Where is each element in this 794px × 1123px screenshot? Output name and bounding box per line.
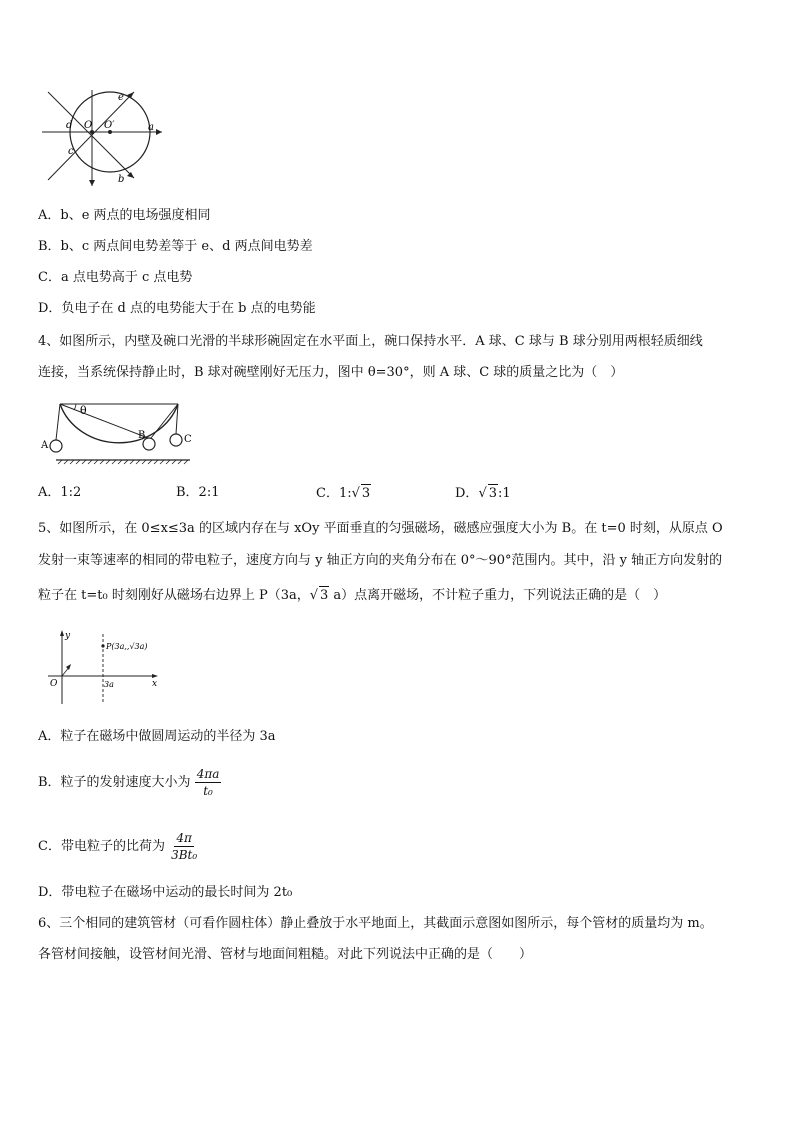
label-C: C <box>184 434 192 445</box>
label-d: d <box>66 120 73 131</box>
magnetic-field-figure <box>40 628 165 708</box>
tick-3a-label: 3a <box>104 680 114 689</box>
q4-option-d: D．√ 3:1 <box>455 486 511 501</box>
axis-x-label: x <box>152 679 158 689</box>
fraction-velocity: $\frac{4\pi a}{\text{t₀}}$ <box>196 767 220 798</box>
label-e: e <box>118 92 124 103</box>
q5-stem-line3: 粒子在 t=t₀ 时刻刚好从磁场右边界上 P（3a，√ 3 a）点离开磁场，不计粒子重力，下列说法正确的是（ ） <box>38 588 667 603</box>
field-circle-figure <box>38 88 168 188</box>
q6-stem-line1: 6、三个相同的建筑管材（可看作圆柱体）静止叠放于水平地面上，其截面示意图如图所示，每个管材的质量均为 m。 <box>38 916 713 931</box>
q5-option-a: A．粒子在磁场中做圆周运动的半径为 3a <box>38 729 276 744</box>
label-c: c <box>68 146 74 157</box>
label-b: b <box>118 174 125 185</box>
theta-label: θ <box>80 404 87 417</box>
q5-option-b: B．粒子的发射速度大小为 $\frac{4\pi a}{\text{t₀}}$ <box>38 767 220 798</box>
point-p-label: P(3a,,√3a) <box>106 642 148 651</box>
q4-option-b: B．2:1 <box>176 485 220 500</box>
q4-option-a: A．1:2 <box>38 485 82 500</box>
q4-option-c: C．1:√ 3 <box>316 486 371 501</box>
q6-stem-line2: 各管材间接触，设管材间光滑、管材与地面间粗糙。对此下列说法中正确的是（ ） <box>38 947 533 962</box>
q3-option-c: C．a 点电势高于 c 点电势 <box>38 270 193 285</box>
q3-option-b: B．b、c 两点间电势差等于 e、d 两点间电势差 <box>38 239 313 254</box>
label-B: B <box>138 430 146 441</box>
bowl-figure <box>38 398 198 468</box>
q5-option-c: C．带电粒子的比荷为 $\frac{4\pi}{\text{3Bt₀}}$ <box>38 831 198 862</box>
label-O: O <box>84 120 93 131</box>
label-Oprime: O′ <box>104 120 115 131</box>
q5-stem-line2: 发射一束等速率的相同的带电粒子，速度方向与 y 轴正方向的夹角分布在 0°～90°范围内。其中，沿 y 轴正方向发射的 <box>38 553 723 568</box>
label-A: A <box>41 440 49 451</box>
axis-y-label: y <box>65 631 71 641</box>
q5-stem-line1: 5、如图所示，在 0≤x≤3a 的区域内存在与 xOy 平面垂直的匀强磁场，磁感应强度大小为 B。在 t=0 时刻，从原点 O <box>38 521 723 536</box>
fraction-charge-mass: $\frac{4\pi}{\text{3Bt₀}}$ <box>171 831 198 862</box>
q3-option-a: A．b、e 两点的电场强度相同 <box>38 208 211 223</box>
q5-option-d: D．带电粒子在磁场中运动的最长时间为 2t₀ <box>38 885 293 900</box>
q3-option-d: D．负电子在 d 点的电势能大于在 b 点的电势能 <box>38 301 316 316</box>
q4-stem-line2: 连接，当系统保持静止时，B 球对碗壁刚好无压力，图中 θ=30°，则 A 球、C 球的质量之比为（ ） <box>38 365 624 380</box>
origin-label: O <box>50 679 58 689</box>
label-a: a <box>148 122 154 133</box>
q4-stem-line1: 4、如图所示，内壁及碗口光滑的半球形碗固定在水平面上，碗口保持水平．A 球、C 球与 B 球分别用两根轻质细线 <box>38 334 703 349</box>
